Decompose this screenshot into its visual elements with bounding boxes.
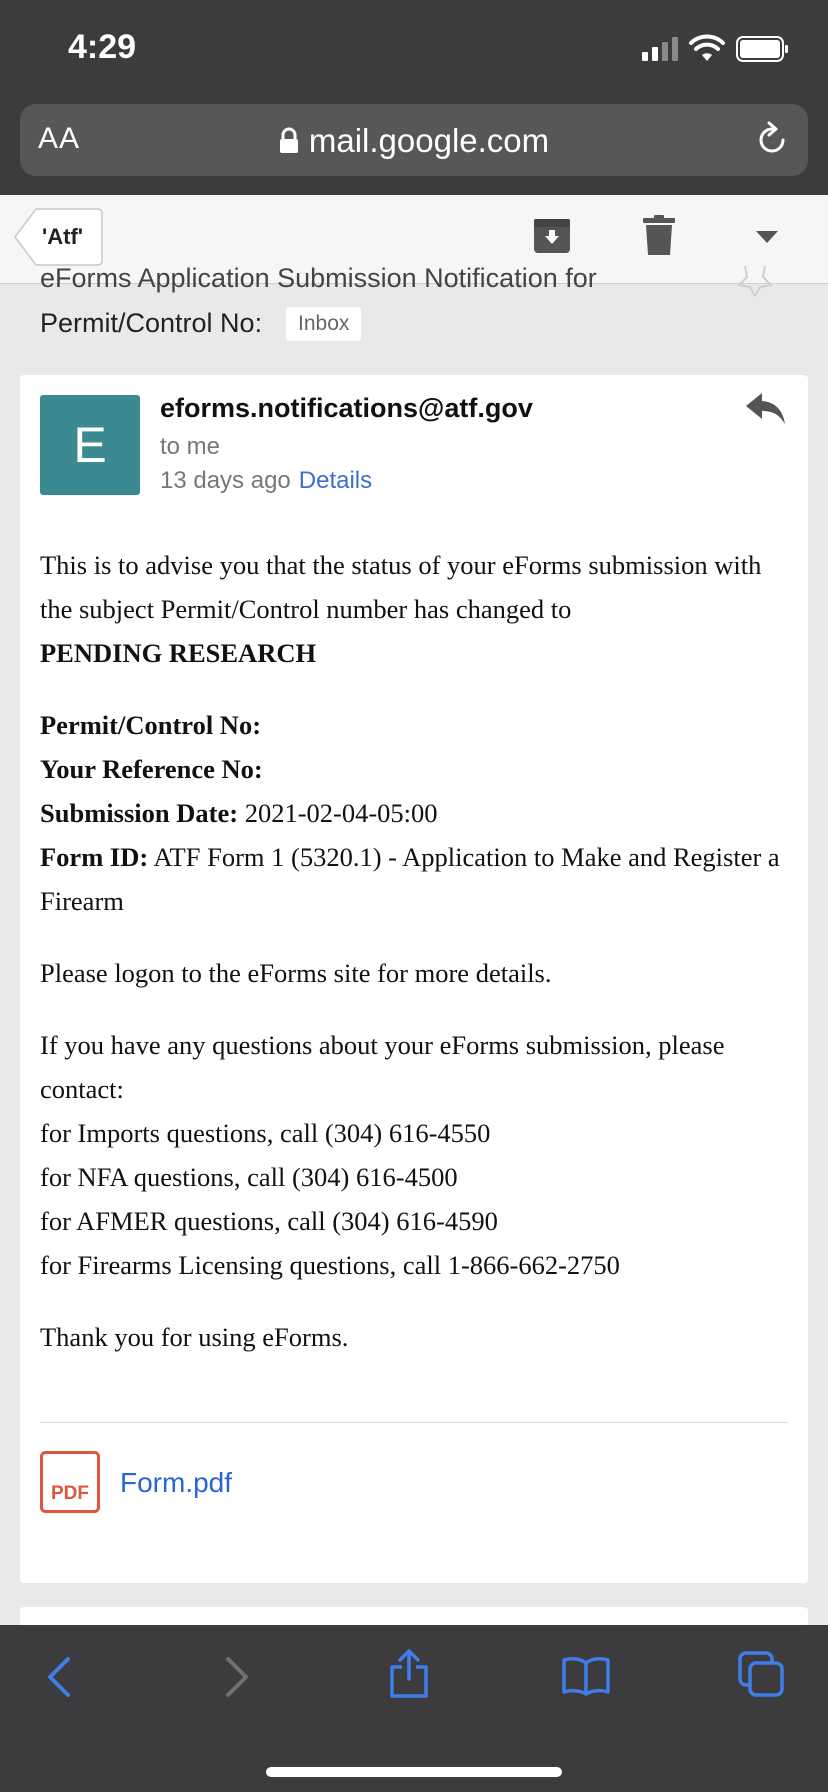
more-dropdown-icon[interactable] xyxy=(756,231,778,245)
subject-line1: eForms Application Submission Notification for xyxy=(40,263,597,293)
permit-label: Permit/Control No: xyxy=(40,710,262,740)
form-value: ATF Form 1 (5320.1) - Application to Make and Register a Firearm xyxy=(40,842,780,916)
status-time: 4:29 xyxy=(68,28,137,66)
wifi-icon xyxy=(690,36,724,62)
details-link[interactable]: Details xyxy=(298,467,373,494)
tabs-icon[interactable] xyxy=(738,1651,784,1697)
logon-paragraph: Please logon to the eForms site for more details. xyxy=(40,958,552,988)
url-text: mail.google.com xyxy=(308,122,550,159)
reload-icon[interactable] xyxy=(754,120,790,160)
trash-icon[interactable] xyxy=(642,215,676,257)
signal-icon xyxy=(642,37,678,61)
thanks-paragraph: Thank you for using eForms. xyxy=(40,1322,349,1352)
details-paragraph xyxy=(40,703,790,923)
forward-icon[interactable] xyxy=(222,1655,252,1699)
licensing-line: for Firearms Licensing questions, call 1-866-662-2750 xyxy=(40,1250,620,1280)
subject-clipped xyxy=(40,263,597,295)
next-card-edge xyxy=(20,1607,808,1627)
submission-value: 2021-02-04-05:00 xyxy=(244,798,438,828)
sender-address[interactable]: eforms.notifications@atf.gov xyxy=(160,393,533,423)
nfa-line: for NFA questions, call (304) 616-4500 xyxy=(40,1162,458,1192)
form-label: Form ID: xyxy=(40,842,149,872)
battery-icon xyxy=(736,35,790,63)
status-bar xyxy=(0,0,828,100)
questions-text: If you have any questions about your eForms submission, please contact: xyxy=(40,1030,725,1104)
bookmarks-icon[interactable] xyxy=(562,1655,610,1695)
timestamp-line xyxy=(160,467,372,495)
avatar: E xyxy=(40,395,140,495)
pdf-icon-text: PDF xyxy=(51,1483,89,1504)
inbox-label-badge[interactable]: Inbox xyxy=(286,307,361,341)
reply-icon[interactable] xyxy=(746,393,786,425)
back-tag-label: 'Atf' xyxy=(42,224,84,249)
attachment-name[interactable]: Form.pdf xyxy=(120,1467,233,1498)
reference-label: Your Reference No: xyxy=(40,754,263,784)
timestamp: 13 days ago xyxy=(160,467,291,494)
archive-icon[interactable] xyxy=(532,215,572,255)
url-display[interactable] xyxy=(20,122,808,160)
imports-line: for Imports questions, call (304) 616-4550 xyxy=(40,1118,491,1148)
email-card xyxy=(20,375,808,1583)
recipient-line: to me xyxy=(160,433,221,460)
subject-line2: Permit/Control No: xyxy=(40,308,263,338)
attachment-divider xyxy=(40,1422,788,1423)
back-icon[interactable] xyxy=(44,1655,74,1699)
star-icon[interactable] xyxy=(738,270,772,296)
email-body xyxy=(40,543,790,1387)
share-icon[interactable] xyxy=(388,1649,430,1699)
lock-icon xyxy=(279,128,299,154)
browser-bottom-bar xyxy=(0,1625,828,1792)
status-intro: This is to advise you that the status of your eForms submission with the subject Permit/Control number has changed to xyxy=(40,550,762,624)
status-paragraph xyxy=(40,543,790,675)
address-bar[interactable] xyxy=(20,104,808,176)
home-indicator[interactable] xyxy=(266,1767,562,1777)
contacts-paragraph xyxy=(40,1023,790,1287)
reader-options-button[interactable]: AA xyxy=(38,122,81,155)
status-value: PENDING RESEARCH xyxy=(40,638,317,668)
status-icons xyxy=(642,34,790,64)
afmer-line: for AFMER questions, call (304) 616-4590 xyxy=(40,1206,498,1236)
pdf-icon[interactable] xyxy=(40,1451,100,1513)
submission-label: Submission Date: xyxy=(40,798,239,828)
browser-address-area xyxy=(0,100,828,195)
